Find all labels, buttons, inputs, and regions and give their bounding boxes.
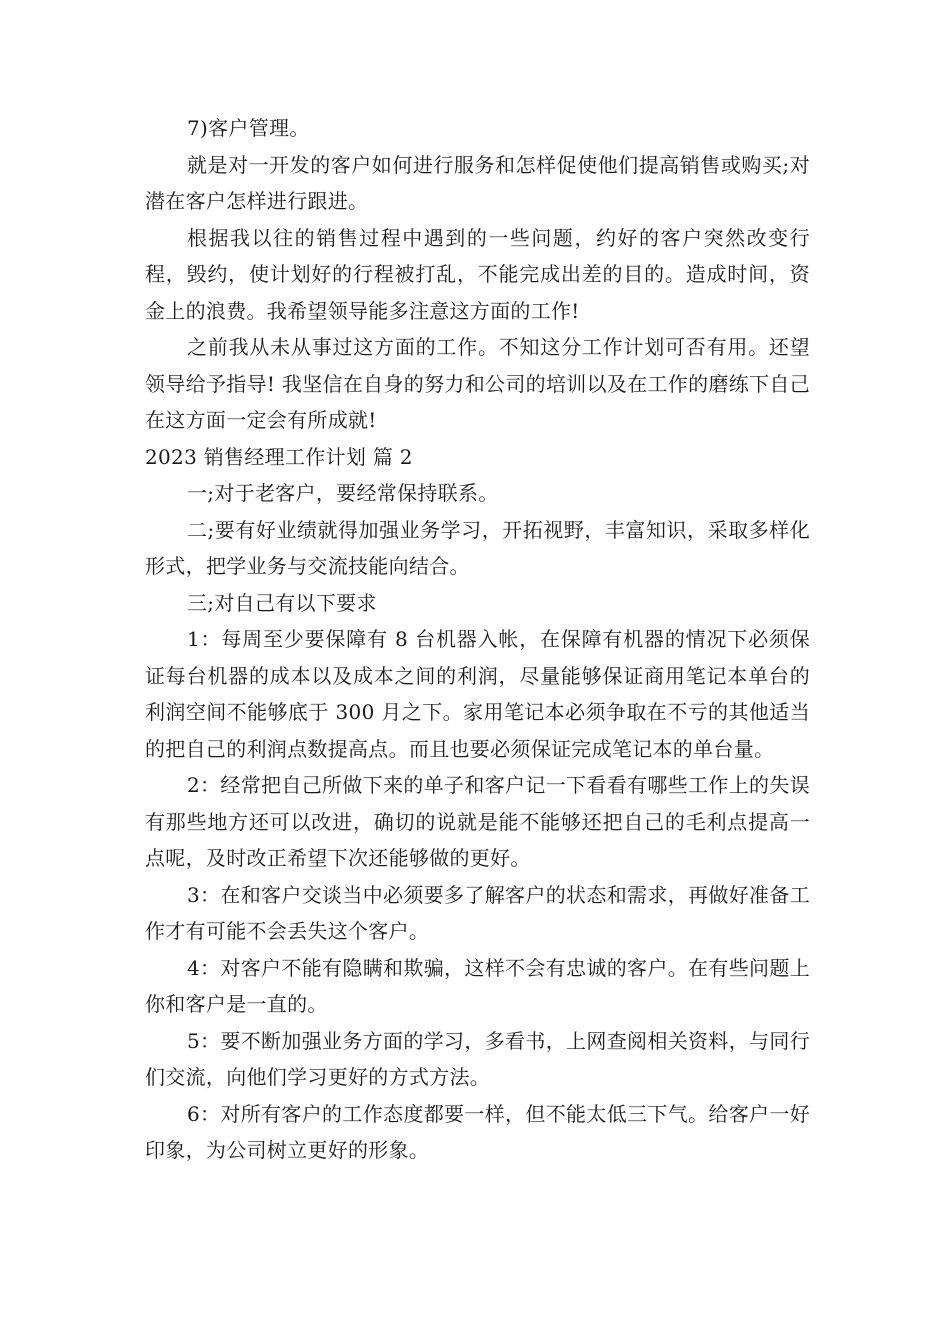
paragraph: 4：对客户不能有隐瞒和欺骗，这样不会有忠诚的客户。在有些问题上你和客户是一直的。: [145, 955, 810, 1016]
paragraph: 5：要不断加强业务方面的学习，多看书，上网查阅相关资料，与同行们交流，向他们学习更好的方式方法。: [145, 1028, 810, 1089]
paragraph: 二;要有好业绩就得加强业务学习，开拓视野，丰富知识，采取多样化形式，把学业务与交流技能向结合。: [145, 517, 810, 578]
paragraph: 三;对自己有以下要求: [187, 590, 377, 615]
paragraph: 3：在和客户交谈当中必须要多了解客户的状态和需求，再做好准备工作才有可能不会丢失这个客户。: [145, 882, 810, 943]
paragraph: 7)客户管理。: [187, 116, 310, 140]
paragraph: 根据我以往的销售过程中遇到的一些问题，约好的客户突然改变行程，毁约，使计划好的行程被打乱，不能完成出差的目的。造成时间，资金上的浪费。我希望领导能多注意这方面的工作!: [145, 225, 810, 323]
paragraph: 就是对一开发的客户如何进行服务和怎样促使他们提高销售或购买;对潜在客户怎样进行跟进。: [145, 152, 810, 213]
paragraph: 6：对所有客户的工作态度都要一样，但不能太低三下气。给客户一好印象，为公司树立更好的形象。: [145, 1101, 810, 1162]
section-heading: 2023 销售经理工作计划 篇 2: [145, 444, 413, 469]
document-body: [145, 110, 810, 1169]
paragraph: 之前我从未从事过这方面的工作。不知这分工作计划可否有用。还望领导给予指导! 我坚信在自身的努力和公司的培训以及在工作的磨练下自己在这方面一定会有所成就!: [145, 335, 810, 432]
paragraph: 1：每周至少要保障有 8 台机器入帐，在保障有机器的情况下必须保证每台机器的成本以及成本之间的利润，尽量能够保证商用笔记本单台的利润空间不能够底于 300 月之下。家用笔记本必须争取在不亏的其他适当的把自己的利润点数提高点。而且也要必须保证完成笔记本的单台量。: [145, 627, 810, 761]
paragraph: 2：经常把自己所做下来的单子和客户记一下看看有哪些工作上的失误有那些地方还可以改进，确切的说就是能不能够还把自己的毛利点提高一点呢，及时改正希望下次还能够做的更好。: [145, 773, 810, 870]
paragraph: 一;对于老客户，要经常保持联系。: [187, 481, 499, 505]
